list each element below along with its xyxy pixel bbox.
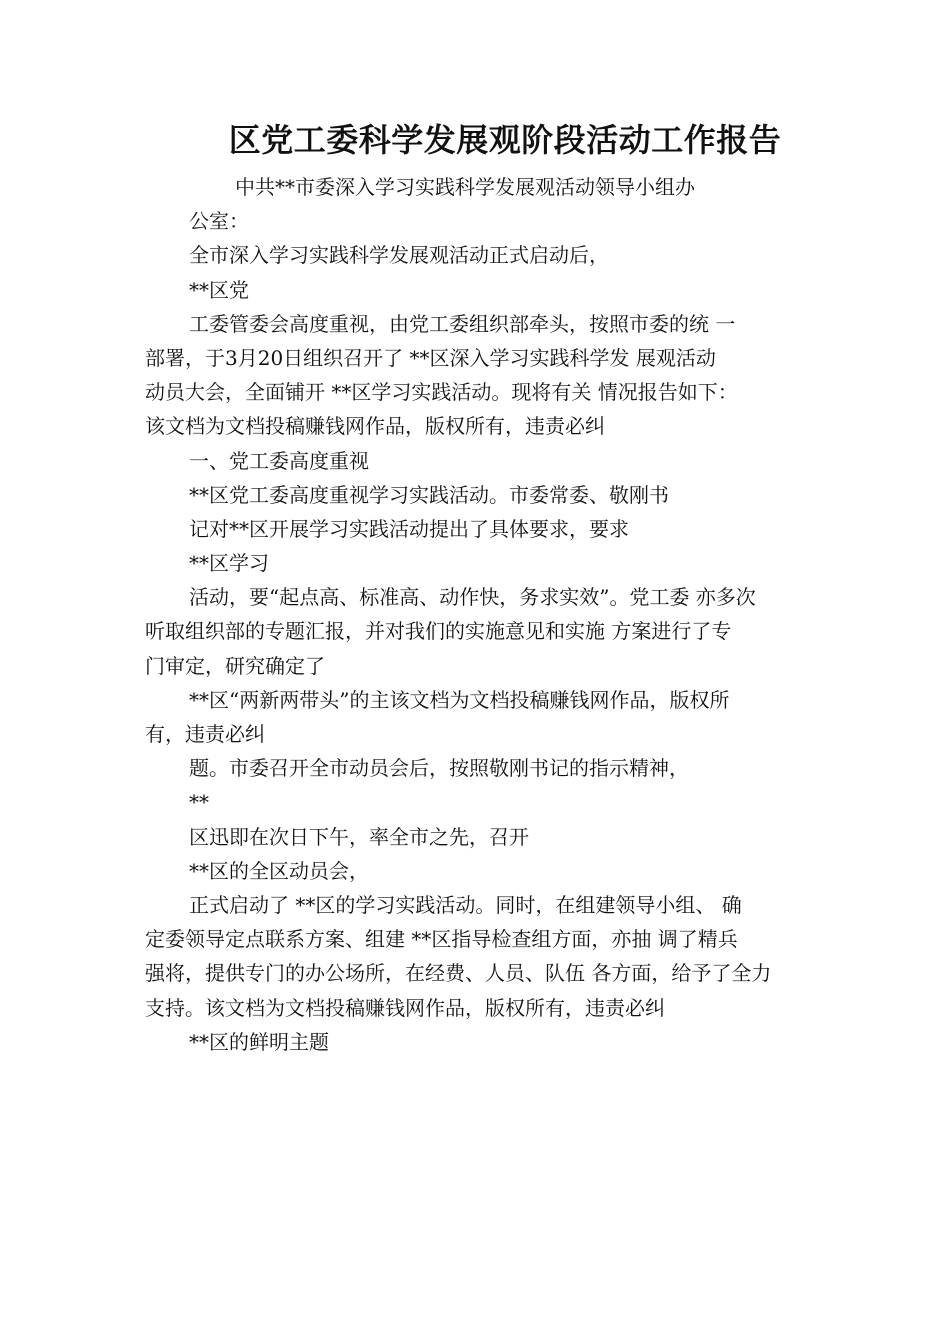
paragraph-line: 公室： bbox=[189, 209, 249, 234]
paragraph-line: ** bbox=[189, 790, 209, 815]
paragraph-line: 有，违责必纠 bbox=[145, 722, 265, 746]
paragraph-line: 强将，提供专门的办公场所，在经费、人员、队伍 各方面，给予了全力 bbox=[145, 961, 772, 986]
paragraph-line: 工委管委会高度重视，由党工委组织部牵头，按照市委的统 一 bbox=[189, 311, 736, 336]
paragraph-line: 一、党工委高度重视 bbox=[189, 448, 369, 473]
paragraph-line: 全市深入学习实践科学发展观活动正式启动后， bbox=[189, 243, 609, 268]
paragraph-line: 记对**区开展学习实践活动提出了具体要求，要求 bbox=[189, 516, 629, 541]
paragraph-line: 该文档为文档投稿赚钱网作品，版权所有，违责必纠 bbox=[145, 414, 605, 439]
paragraph-line: 听取组织部的专题汇报，并对我们的实施意见和实施 方案进行了专 bbox=[145, 619, 732, 644]
paragraph-line: 中共**市委深入学习实践科学发展观活动领导小组办 bbox=[235, 175, 695, 199]
paragraph-line: **区的鲜明主题 bbox=[189, 1029, 329, 1054]
paragraph-line: 门审定，研究确定了 bbox=[145, 653, 325, 678]
paragraph-line: **区党工委高度重视学习实践活动。市委常委、敬刚书 bbox=[189, 482, 669, 507]
document-body bbox=[145, 170, 810, 1059]
paragraph-line: **区的全区动员会， bbox=[189, 858, 369, 883]
paragraph-line: 正式启动了 **区的学习实践活动。同时，在组建领导小组、 确 bbox=[189, 892, 742, 917]
paragraph-line: 部署，于3月20日组织召开了 **区深入学习实践科学发 展观活动 bbox=[145, 345, 716, 370]
paragraph-line: 题。市委召开全市动员会后，按照敬刚书记的指示精神， bbox=[189, 756, 689, 781]
paragraph-line: 定委领导定点联系方案、组建 **区指导检查组方面，亦抽 调了精兵 bbox=[145, 927, 738, 952]
paragraph-line: **区学习 bbox=[189, 551, 269, 576]
paragraph-line: 动员大会，全面铺开 **区学习实践活动。现将有关 情况报告如下： bbox=[145, 380, 738, 405]
paragraph-line: 支持。该文档为文档投稿赚钱网作品，版权所有，违责必纠 bbox=[145, 995, 665, 1020]
paragraph-line: **区“两新两带头”的主该文档为文档投稿赚钱网作品，版权所 bbox=[189, 687, 730, 712]
document-title: 区党工委科学发展观阶段活动工作报告 bbox=[228, 121, 782, 159]
paragraph-line: 活动，要“起点高、标准高、动作快，务求实效”。党工委 亦多次 bbox=[189, 585, 756, 610]
paragraph-line: 区迅即在次日下午，率全市之先，召开 bbox=[189, 824, 529, 849]
paragraph-line: **区党 bbox=[189, 277, 249, 302]
